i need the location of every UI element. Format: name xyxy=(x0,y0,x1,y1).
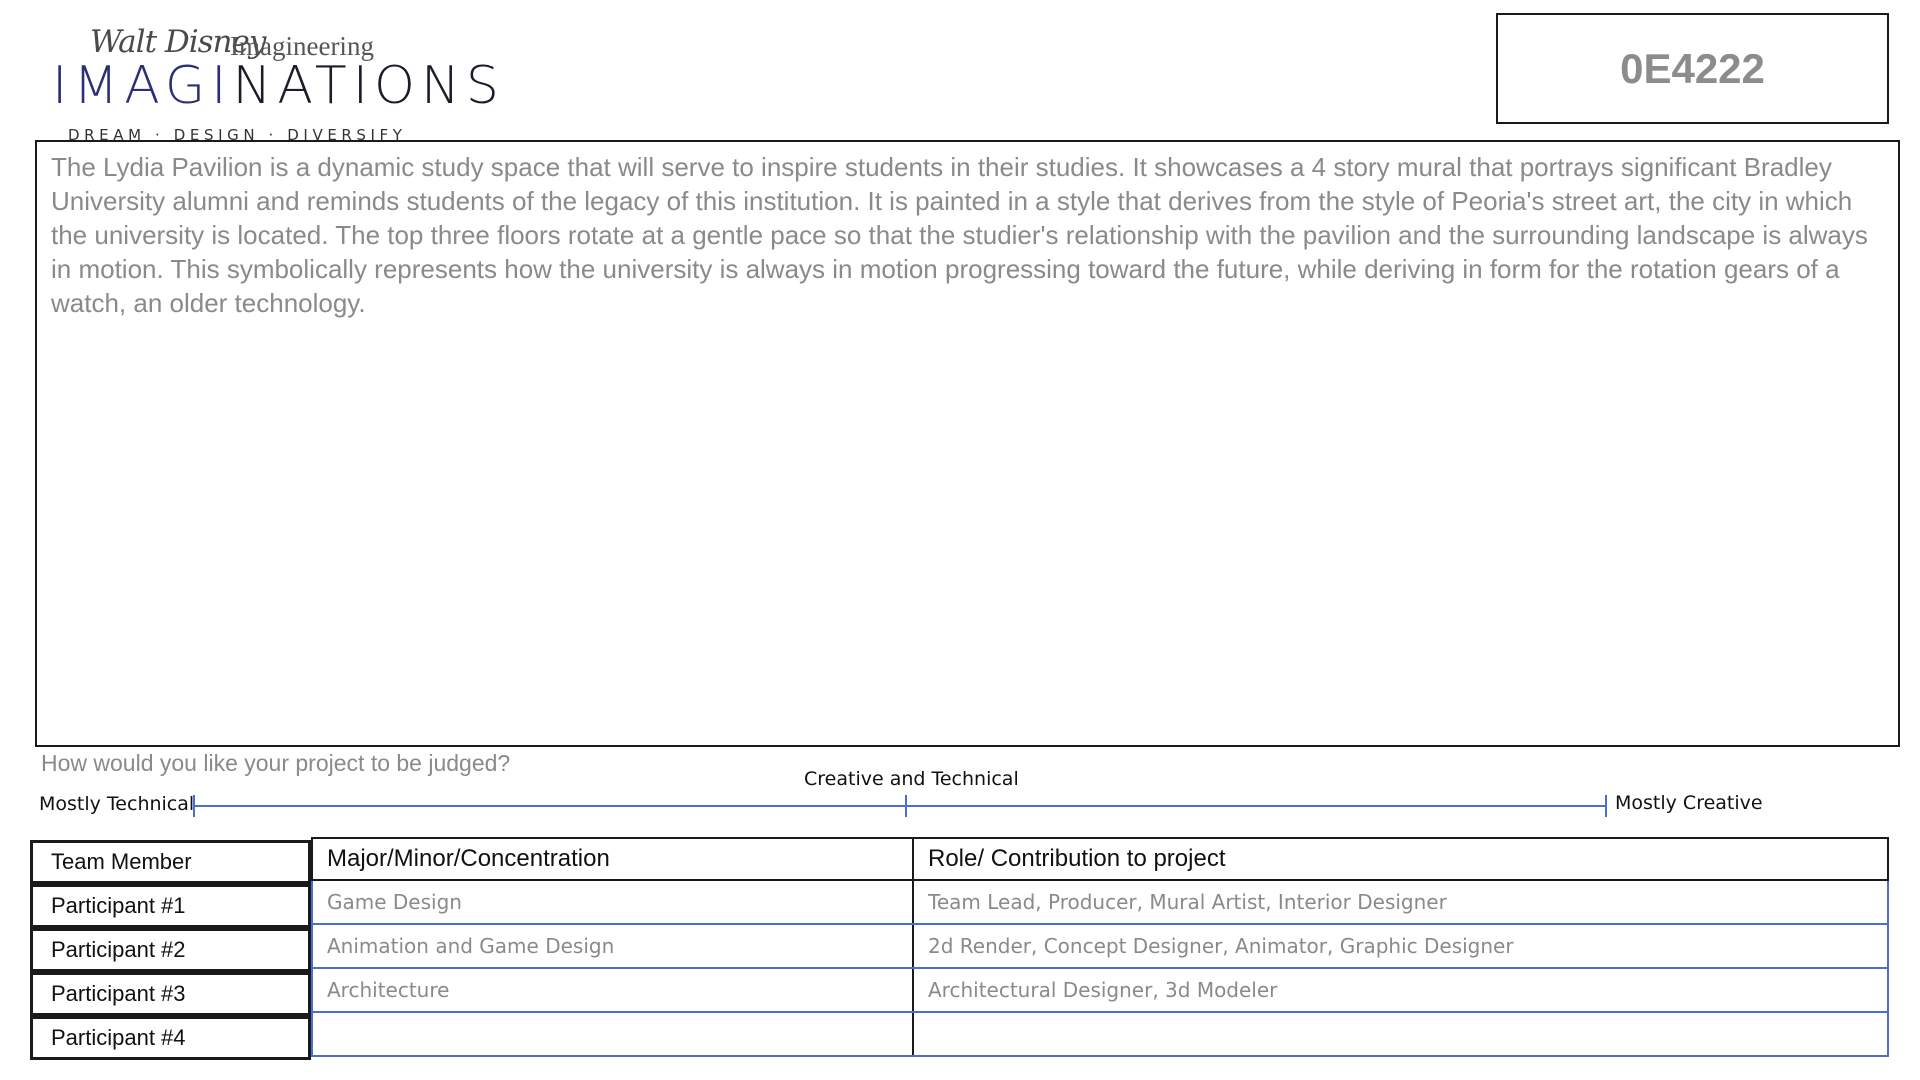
team-member-cell: Participant #4 xyxy=(30,1016,311,1060)
logo-walt-disney-wordmark: Walt Disney xyxy=(90,24,266,60)
logo-imagineering-text: Imagineering xyxy=(230,31,374,61)
project-description-box[interactable] xyxy=(35,140,1900,747)
judging-scale-tick-creative[interactable] xyxy=(1605,795,1607,817)
entry-id: 0E4222 xyxy=(1620,44,1765,92)
major-cell[interactable]: Animation and Game Design xyxy=(313,925,914,967)
role-cell[interactable]: Team Lead, Producer, Mural Artist, Interior Designer xyxy=(928,890,1447,914)
role-cell[interactable]: Architectural Designer, 3d Modeler xyxy=(928,978,1278,1002)
table-row xyxy=(311,925,1889,969)
logo-imaginations-part-a: IMAGI xyxy=(52,56,233,116)
major-cell[interactable] xyxy=(313,1013,914,1055)
team-details-table xyxy=(311,837,1889,1057)
judging-scale-left-label: Mostly Technical xyxy=(39,793,195,815)
role-cell[interactable] xyxy=(914,1013,1887,1055)
logo-tagline: DREAM · DESIGN · DIVERSIFY xyxy=(68,126,407,144)
role-column-header: Role/ Contribution to project xyxy=(928,845,1226,872)
major-cell[interactable]: Game Design xyxy=(313,881,914,923)
logo-imaginations-part-b: NATIONS xyxy=(232,56,505,116)
team-member-cell: Participant #3 xyxy=(30,972,311,1016)
table-row xyxy=(311,881,1889,925)
team-member-column xyxy=(30,840,311,1060)
table-row xyxy=(311,969,1889,1013)
judging-question: How would you like your project to be judged? xyxy=(41,750,511,776)
logo-imaginations-text xyxy=(52,56,505,116)
major-column-header: Major/Minor/Concentration xyxy=(313,839,914,879)
table-row xyxy=(311,1013,1889,1057)
team-member-cell: Participant #2 xyxy=(30,928,311,972)
judging-scale-mid-label: Creative and Technical xyxy=(804,768,1019,790)
team-member-cell: Participant #1 xyxy=(30,884,311,928)
project-description-text: The Lydia Pavilion is a dynamic study space that will serve to inspire students in their studies. It showcases a 4 story mural that portrays significant Bradley University alumni and reminds students of the legacy of this institution. It is painted in a style that derives from the style of Peoria's street art, the city in which the university is located. The top three floors rotate at a gentle pace so that the studier's relationship with the pavilion and the surrounding landscape is always in motion. This symbolically represents how the university is always in motion progressing toward the future, while deriving in form for the rotation gears of a watch, an older technology. xyxy=(51,152,1868,318)
role-cell[interactable]: 2d Render, Concept Designer, Animator, Graphic Designer xyxy=(928,934,1514,958)
major-cell[interactable]: Architecture xyxy=(313,969,914,1011)
judging-scale-right-label: Mostly Creative xyxy=(1615,792,1763,814)
team-member-header: Team Member xyxy=(30,840,311,884)
judging-scale-tick-both[interactable] xyxy=(905,795,907,817)
imaginations-logo xyxy=(52,22,505,144)
table-header-row xyxy=(311,837,1889,881)
entry-id-box xyxy=(1496,13,1889,124)
judging-scale-tick-technical[interactable] xyxy=(193,795,195,817)
judging-scale-line[interactable] xyxy=(193,805,1606,807)
